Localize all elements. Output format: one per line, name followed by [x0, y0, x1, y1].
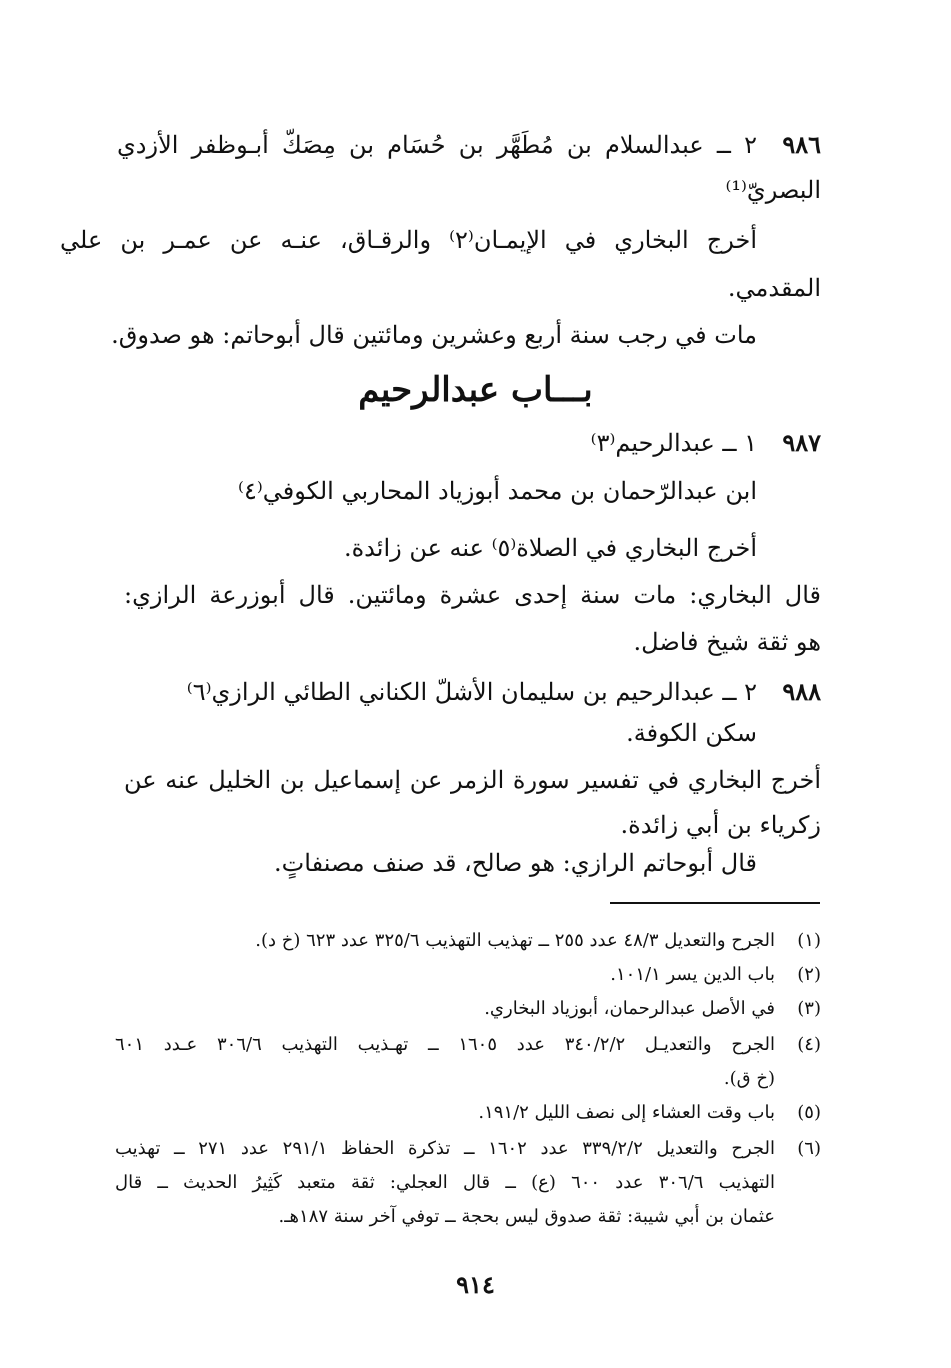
footnote-text: (خ ق). — [723, 1068, 775, 1089]
entry-text: أخرج البخاري في تفسير سورة الزمر عن إسماعيل بن الخليل عنه عن — [124, 766, 821, 794]
footnote-text: الجرح والتعديل ٣٣٩/٢/٢ عدد ١٦٠٢ ــ تذكرة الحفاظ ٢٩١/١ عدد ٢٧١ ــ تهذيب — [115, 1138, 775, 1159]
entry-text: هو ثقة شيخ فاضل. — [633, 628, 821, 656]
footnote-number: (٣) — [797, 998, 821, 1019]
entry-title: ٢ ــ عبدالرحيم بن سليمان الأشلّ الكناني الطائي الرازي⁽٦⁾ — [186, 678, 757, 706]
footnote-text: الجرح والتعديل ٤٨/٣ عدد ٢٥٥ ــ تهذيب التهذيب ٣٢٥/٦ عدد ٦٢٣ (خ د). — [255, 930, 775, 951]
entry-text: ابن عبدالرّحمان بن محمد أبوزياد المحاربي الكوفي⁽٤⁾ — [238, 477, 757, 505]
entry-text: أخرج البخاري في الصلاة⁽٥⁾ عنه عن زائدة. — [343, 534, 757, 562]
footnote-text: التهذيب ٣٠٦/٦ عدد ٦٠٠ (ع) ــ قال العجلي: ثقة متعبد كَثِيرُ الحديث ــ قال — [115, 1172, 775, 1193]
entry-number: ٩٨٦ — [782, 130, 821, 159]
section-heading: بـــاب عبدالرحيم — [358, 370, 593, 410]
entry-text: قال أبوحاتم الرازي: هو صالح، قد صنف مصنفاتٍ. — [274, 849, 757, 877]
entry-text: قال البخاري: مات سنة إحدى عشرة ومائتين. قال أبوزرعة الرازي: — [124, 581, 821, 609]
entry-title: ٢ ــ عبدالسلام بن مُطَهَّر بن حُسَام بن مِصَكّ أبـوظفر الأزدي — [117, 131, 757, 159]
entry-number: ٩٨٨ — [782, 677, 821, 706]
footnote-text: في الأصل عبدالرحمان، أبوزياد البخاري. — [484, 998, 775, 1019]
footnote-number: (٤) — [797, 1034, 821, 1055]
entry-text: سكن الكوفة. — [626, 719, 757, 747]
entry-title-cont: البصريّ⁽¹⁾ — [725, 176, 821, 204]
page-number: ٩١٤ — [456, 1270, 495, 1299]
footnote-number: (٦) — [797, 1138, 821, 1159]
entry-text: مات في رجب سنة أربع وعشرين ومائتين قال أبوحاتم: هو صدوق. — [111, 321, 757, 349]
footnote-number: (٥) — [797, 1102, 821, 1123]
footnote-number: (١) — [797, 930, 821, 951]
footnote-number: (٢) — [797, 964, 821, 985]
footnote-text: الجرح والتعديـل ٣٤٠/٢/٢ عدد ١٦٠٥ ــ تهـذيب التهذيب ٣٠٦/٦ عـدد ٦٠١ — [115, 1034, 775, 1055]
entry-title: ١ ــ عبدالرحيم⁽٣⁾ — [590, 429, 757, 457]
entry-number: ٩٨٧ — [782, 428, 821, 457]
entry-text: المقدمي. — [727, 274, 821, 302]
footnote-separator — [610, 902, 820, 904]
footnote-text: عثمان بن أبي شيبة: ثقة صدوق ليس بحجة ــ توفي آخر سنة ١٨٧هـ. — [278, 1206, 775, 1227]
footnote-text: باب الدين يسر ١٠١/١. — [610, 964, 775, 985]
entry-text: أخرج البخاري في الإيمـان⁽٢⁾ والرقـاق، عنـه عن عمـر بن علي — [60, 226, 758, 254]
entry-text: زكرياء بن أبي زائدة. — [620, 811, 821, 839]
footnote-text: باب وقت العشاء إلى نصف الليل ١٩١/٢. — [478, 1102, 775, 1123]
